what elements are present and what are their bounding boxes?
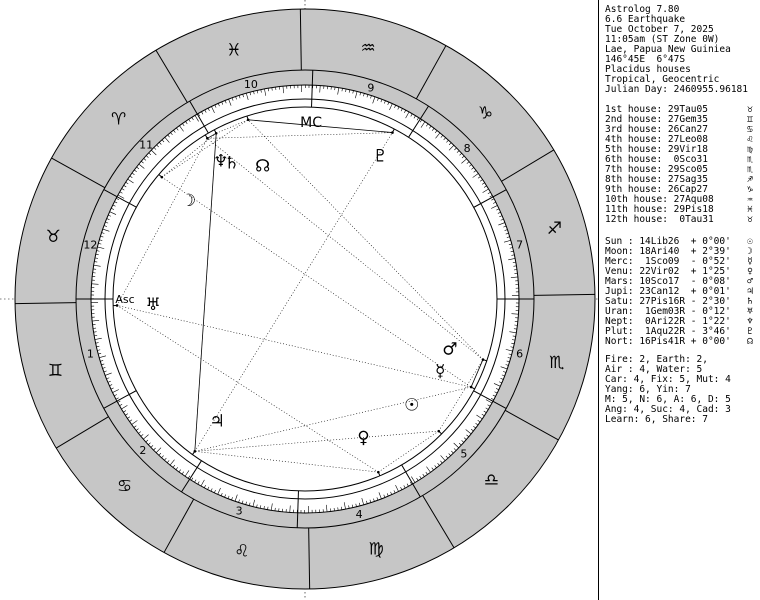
program-title: Astrolog 7.80 xyxy=(605,4,680,15)
planet-position-glyph-icon: ☿ xyxy=(747,256,753,267)
summary-row: Car: 4, Fix: 5, Mut: 4 xyxy=(605,374,731,385)
moon-icon: ☽ xyxy=(180,190,197,211)
house-number: 8 xyxy=(463,142,471,156)
planet-position-row: Merc: 1Sco09 - 0°52' xyxy=(605,256,731,267)
planet-position-row: Jupi: 23Can12 + 0°01' xyxy=(605,286,731,297)
mercury-icon: ☿ xyxy=(434,361,446,382)
info-panel xyxy=(598,0,760,600)
jupiter-icon: ♃ xyxy=(209,411,225,432)
house-cusp-row: 9th house: 26Cap27 xyxy=(605,184,708,195)
zodiac-sign-icon: ♎ xyxy=(483,470,500,491)
planet-position-row: Mars: 10Sco17 - 0°08' xyxy=(605,276,731,287)
house-cusp-row: 5th house: 29Vir18 xyxy=(605,144,708,155)
planet-position-row: Nept: 0Ari22R - 1°22' xyxy=(605,316,731,327)
zodiac-sign-icon: ♋ xyxy=(116,476,133,497)
zodiac-sign-icon: ♊ xyxy=(47,361,64,382)
planet-position-row: Plut: 1Aqu22R - 3°46' xyxy=(605,326,731,337)
house-number: 7 xyxy=(516,238,524,252)
chart-date: Tue October 7, 2025 xyxy=(605,24,714,35)
house-cusp-row: 3rd house: 26Can27 xyxy=(605,124,708,135)
zodiac-sign-icon: ♑ xyxy=(477,103,494,124)
house-system: Placidus houses xyxy=(605,64,691,75)
planet-point xyxy=(377,471,380,474)
zodiac-sign-icon: ♒ xyxy=(360,38,376,59)
house-cusp-glyph-icon: ♑ xyxy=(747,184,753,195)
house-number: 10 xyxy=(243,78,258,92)
summary-row: Air : 4, Water: 5 xyxy=(605,364,703,375)
julian-day: Julian Day: 2460955.96181 xyxy=(605,84,748,95)
house-cusp-glyph-icon: ♉ xyxy=(747,104,753,115)
planet-point xyxy=(470,386,473,389)
zodiac-sign-icon: ♏ xyxy=(549,353,565,374)
house-number: 6 xyxy=(516,347,524,361)
zodiac-sign-icon: ♍ xyxy=(368,539,384,560)
chart-coords: 146°45E 6°47S xyxy=(605,54,686,65)
house-cusp-glyph-icon: ♍ xyxy=(747,144,753,155)
zodiac-sign-icon: ♈ xyxy=(110,109,127,130)
house-cusp-glyph-icon: ♉ xyxy=(747,214,753,225)
summary-row: Ang: 4, Suc: 4, Cad: 3 xyxy=(605,404,731,415)
house-cusp-row: 8th house: 27Sag35 xyxy=(605,174,708,185)
planet-point xyxy=(437,430,440,433)
zodiac-sign-icon: ♓ xyxy=(226,40,242,61)
venus-icon: ♀ xyxy=(357,428,370,449)
house-cusp-row: 6th house: 0Sco31 xyxy=(605,154,708,165)
neptune-icon: ♆ xyxy=(213,151,229,172)
house-cusp-glyph-icon: ♋ xyxy=(747,124,753,135)
house-cusp-row: 10th house: 27Aqu08 xyxy=(605,194,714,205)
planet-position-row: Satu: 27Pis16R - 2°30' xyxy=(605,296,731,307)
house-cusp-row: 1st house: 29Tau05 xyxy=(605,104,708,115)
planet-point xyxy=(247,119,250,122)
planet-position-glyph-icon: ♂ xyxy=(747,276,753,287)
house-cusp-glyph-icon: ♏ xyxy=(747,154,753,165)
chart-place: Lae, Papua New Guiniea xyxy=(605,44,731,55)
chart-name: 6.6 Earthquake xyxy=(605,14,686,25)
midheaven-label: MC xyxy=(300,115,322,132)
house-cusp-row: 11th house: 29Pis18 xyxy=(605,204,714,215)
zodiac-sign-icon: ♐ xyxy=(546,218,563,239)
saturn-icon: ♄ xyxy=(224,153,240,174)
house-cusp-row: 12th house: 0Tau31 xyxy=(605,214,714,225)
pluto-icon: ♇ xyxy=(372,146,388,167)
mars-icon: ♂ xyxy=(442,339,458,360)
house-cusp-row: 4th house: 27Leo08 xyxy=(605,134,708,145)
planet-point xyxy=(206,137,209,140)
planet-position-row: Sun : 14Lib26 + 0°00' xyxy=(605,236,731,247)
summary-row: Learn: 6, Share: 7 xyxy=(605,414,708,425)
planet-position-row: Moon: 18Ari40 + 2°39' xyxy=(605,246,731,257)
planet-position-glyph-icon: ♅ xyxy=(747,306,753,317)
house-cusp-row: 2nd house: 27Gem35 xyxy=(605,114,708,125)
planet-position-glyph-icon: ♀ xyxy=(747,266,753,277)
planet-point xyxy=(391,131,394,134)
house-cusp-glyph-icon: ♒ xyxy=(747,194,753,205)
house-cusp-glyph-icon: ♌ xyxy=(747,134,753,145)
house-cusp-glyph-icon: ♊ xyxy=(747,114,753,125)
planet-position-row: Uran: 1Gem03R - 0°12' xyxy=(605,306,731,317)
house-number: 9 xyxy=(367,81,375,95)
planet-position-glyph-icon: ♄ xyxy=(747,296,753,307)
summary-row: Yang: 6, Yin: 7 xyxy=(605,384,691,395)
planet-position-row: Venu: 22Vir02 + 1°25' xyxy=(605,266,731,277)
chart-time: 11:05am (ST Zone 0W) xyxy=(605,34,720,45)
ascendant-label: Asc xyxy=(115,293,135,306)
north-node-icon: ☊ xyxy=(255,156,271,177)
zodiac-type: Tropical, Geocentric xyxy=(605,74,720,85)
house-number: 3 xyxy=(235,504,243,518)
house-cusp-glyph-icon: ♐ xyxy=(747,174,753,185)
planet-position-row: Nort: 16Pis41R + 0°00' xyxy=(605,336,731,347)
planet-point xyxy=(194,450,197,453)
sun-icon: ☉ xyxy=(404,395,420,416)
planet-position-glyph-icon: ☽ xyxy=(747,246,753,257)
house-cusp-glyph-icon: ♏ xyxy=(747,164,753,175)
planet-point xyxy=(161,176,164,179)
summary-row: M: 5, N: 6, A: 6, D: 5 xyxy=(605,394,731,405)
zodiac-sign-icon: ♉ xyxy=(45,226,61,247)
house-number: 2 xyxy=(139,443,147,457)
planet-point xyxy=(215,132,218,135)
house-number: 4 xyxy=(355,507,363,521)
planet-point xyxy=(482,358,485,361)
house-cusp-glyph-icon: ♓ xyxy=(747,204,753,215)
house-number: 1 xyxy=(86,347,94,361)
zodiac-sign-icon: ♌ xyxy=(234,541,250,562)
uranus-icon: ♅ xyxy=(145,295,161,316)
planet-position-glyph-icon: ☊ xyxy=(747,336,753,347)
house-number: 5 xyxy=(460,447,468,461)
planet-position-glyph-icon: ☉ xyxy=(747,236,753,247)
house-cusp-row: 7th house: 29Sco05 xyxy=(605,164,708,175)
planet-position-glyph-icon: ♇ xyxy=(747,326,753,337)
planet-position-glyph-icon: ♃ xyxy=(747,286,753,297)
summary-row: Fire: 2, Earth: 2, xyxy=(605,354,708,365)
house-number: 11 xyxy=(139,138,154,152)
house-number: 12 xyxy=(83,238,98,252)
planet-position-glyph-icon: ♆ xyxy=(747,316,753,327)
